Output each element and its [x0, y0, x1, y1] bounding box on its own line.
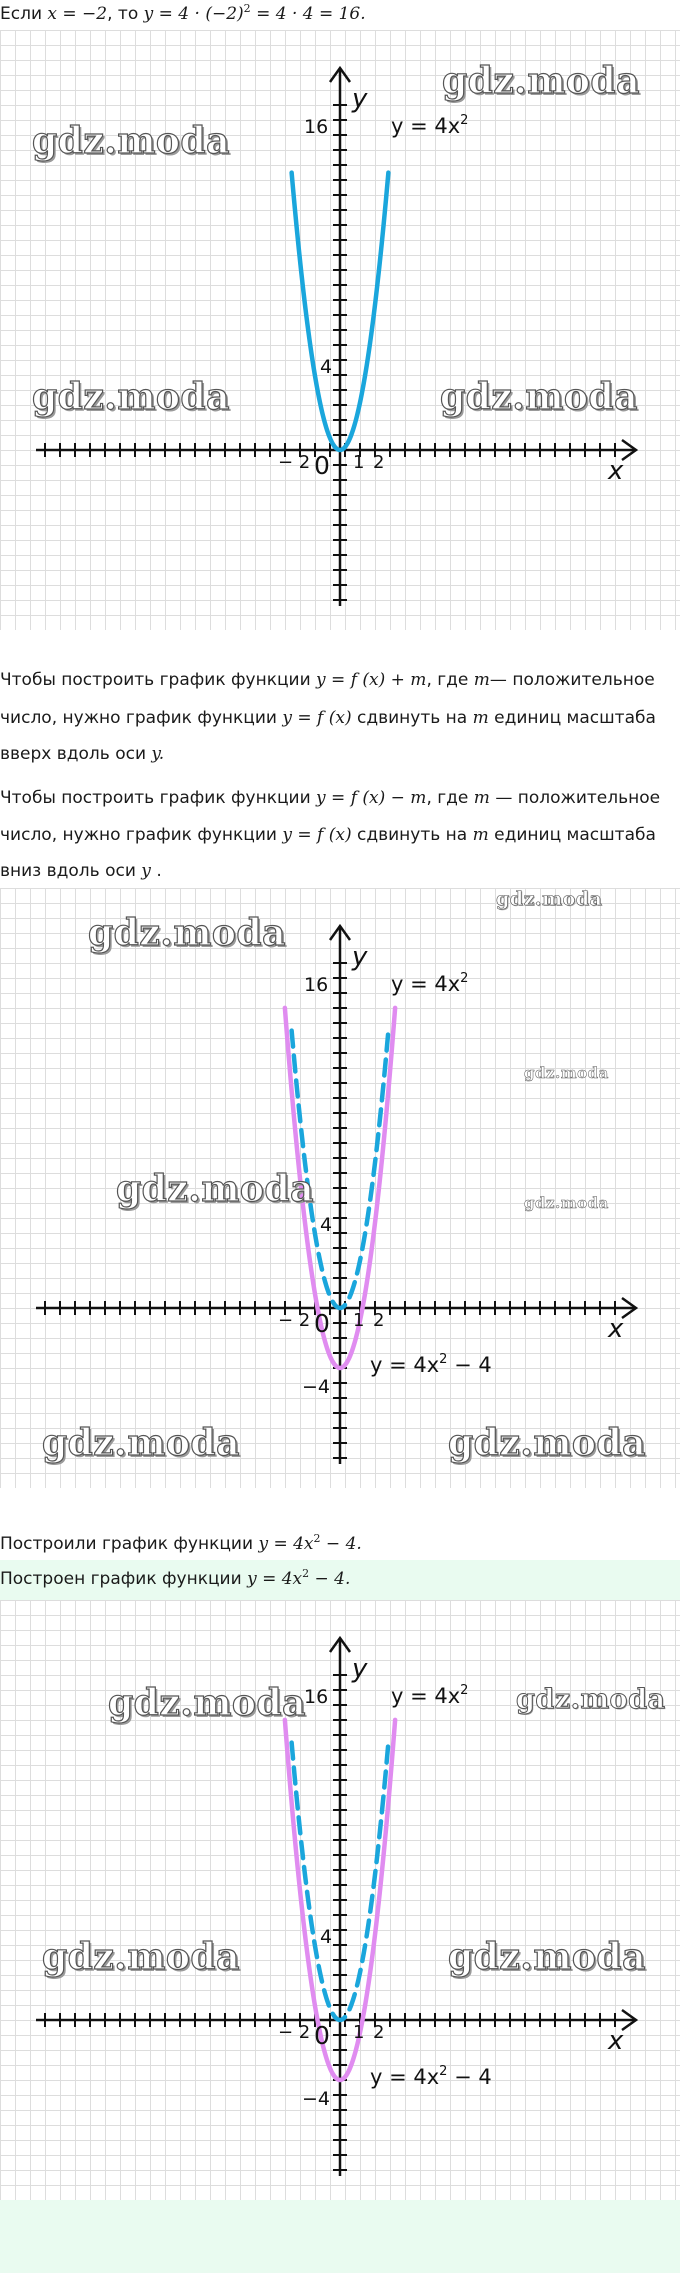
tick-label-neg2: − 2 [278, 2022, 311, 2043]
watermark: gdz.moda [516, 1684, 666, 1715]
text: единиц масштаба [494, 825, 656, 845]
x-axis-label: x [608, 1314, 624, 1344]
intro-exp: 2 [243, 2, 251, 15]
x-axis-label: x [608, 2026, 624, 2056]
text: вниз вдоль оси [0, 861, 136, 881]
text: Чтобы построить график функции [0, 788, 311, 808]
formula: m [472, 825, 489, 845]
tick-label-1: 1 [353, 1310, 365, 1331]
text: Построили график функции [0, 1534, 254, 1554]
watermark: gdz.moda [496, 888, 603, 910]
curve-label-exp: 2 [460, 971, 469, 986]
answer-line [0, 1567, 350, 1591]
curve-label-text: y = 4x [391, 1684, 461, 1708]
tick-label-2: 2 [373, 452, 385, 473]
curve-label-text: y = 4x [391, 114, 461, 138]
curve-label [391, 972, 468, 996]
watermark: gdz.moda [448, 1422, 646, 1464]
intro-expr-y-b: = 4 · 4 = 16. [250, 4, 366, 24]
curve-label-exp: 2 [460, 1683, 469, 1698]
tick-label-neg4: −4 [302, 2088, 331, 2110]
intro-line [0, 2, 366, 26]
tick-label-2: 2 [373, 1310, 385, 1331]
intro-lead: Если [0, 4, 43, 24]
x-axis-label: x [608, 456, 624, 486]
tick-label-1: 1 [353, 2022, 365, 2043]
theory-p1-line1 [0, 668, 655, 692]
watermark: gdz.moda [32, 376, 230, 418]
text: , где [426, 670, 469, 690]
curve-label-exp: 2 [439, 1352, 448, 1367]
curve-label [391, 1684, 468, 1708]
formula: m [473, 788, 490, 808]
theory-p1-line2 [0, 706, 656, 730]
text: сдвинуть на [357, 825, 468, 845]
watermark: gdz.moda [88, 912, 286, 954]
curve-label-text: y = 4x [370, 2065, 440, 2089]
watermark: gdz.moda [440, 376, 638, 418]
intro-expr-x: x = −2 [47, 4, 108, 24]
text: Чтобы построить график функции [0, 670, 311, 690]
text: , где [426, 788, 469, 808]
text: Построен график функции [0, 1569, 242, 1589]
y-axis-label: y [352, 1654, 368, 1684]
formula [258, 1534, 361, 1554]
formula: y = f (x) + m [316, 670, 427, 690]
theory-p2-line3 [0, 859, 162, 883]
origin-label: 0 [314, 2021, 330, 2050]
tick-label-16: 16 [304, 1686, 329, 1708]
tick-label-neg2: − 2 [278, 452, 311, 473]
graph-2-svg [0, 888, 680, 1488]
bottom-highlight [0, 2200, 680, 2273]
intro-expr-y-a: y = 4 · (−2) [143, 4, 244, 24]
formula-a: y = 4x [258, 1534, 314, 1554]
formula: y = f (x) − m [316, 788, 427, 808]
graph-1 [0, 30, 680, 630]
watermark: gdz.moda [448, 1936, 646, 1978]
text: единиц масштаба [494, 708, 656, 728]
watermark: gdz.moda [442, 60, 640, 102]
curve-label-text: y = 4x [391, 972, 461, 996]
curve-label-text: − 4 [447, 1353, 492, 1377]
curve-label-exp: 2 [439, 2064, 448, 2079]
watermark: gdz.moda [42, 1936, 240, 1978]
formula: y = f (x) [282, 708, 352, 728]
tick-label-4: 4 [320, 356, 333, 378]
graph-3 [0, 1600, 680, 2200]
text: вверх вдоль оси [0, 744, 147, 764]
origin-label: 0 [314, 1309, 330, 1338]
formula-b: − 4. [320, 1534, 362, 1554]
origin-label: 0 [314, 451, 330, 480]
formula [247, 1569, 350, 1589]
tick-label-16: 16 [304, 116, 329, 138]
formula: y. [151, 744, 165, 764]
text: число, нужно график функции [0, 708, 277, 728]
formula-b: − 4. [309, 1569, 351, 1589]
watermark: gdz.moda [108, 1682, 306, 1724]
intro-mid: , то [107, 4, 139, 24]
tick-label-2: 2 [373, 2022, 385, 2043]
formula-exp: 2 [313, 1532, 321, 1545]
curve-label [370, 1353, 492, 1377]
curve-label [370, 2065, 492, 2089]
text: — положительное [489, 670, 655, 690]
tick-label-4: 4 [320, 1214, 333, 1236]
intro-expr-y [144, 4, 366, 24]
theory-p2-line1 [0, 786, 660, 810]
y-axis-label: y [352, 84, 368, 114]
formula: y = f (x) [282, 825, 352, 845]
curve-label-text: y = 4x [370, 1353, 440, 1377]
result-line [0, 1532, 362, 1556]
tick-label-neg2: − 2 [278, 1310, 311, 1331]
tick-label-4: 4 [320, 1926, 333, 1948]
curve-label-exp: 2 [460, 113, 469, 128]
curve-label-text: − 4 [447, 2065, 492, 2089]
watermark: gdz.moda [524, 1064, 609, 1082]
formula: y [141, 861, 151, 881]
watermark: gdz.moda [116, 1168, 314, 1210]
y-axis-label: y [352, 942, 368, 972]
watermark: gdz.moda [32, 120, 230, 162]
graph-2 [0, 888, 680, 1488]
tick-label-1: 1 [353, 452, 365, 473]
watermark: gdz.moda [42, 1422, 240, 1464]
formula: m [473, 670, 490, 690]
text: сдвинуть на [357, 708, 468, 728]
theory-p1-line3 [0, 742, 164, 766]
text: . [156, 861, 162, 881]
formula-exp: 2 [302, 1567, 310, 1580]
tick-label-neg4: −4 [302, 1376, 331, 1398]
text: число, нужно график функции [0, 825, 277, 845]
curve-label [391, 114, 468, 138]
formula: m [472, 708, 489, 728]
tick-label-16: 16 [304, 974, 329, 996]
text: — положительное [495, 788, 661, 808]
watermark: gdz.moda [524, 1194, 609, 1212]
formula-a: y = 4x [247, 1569, 303, 1589]
theory-p2-line2 [0, 823, 656, 847]
